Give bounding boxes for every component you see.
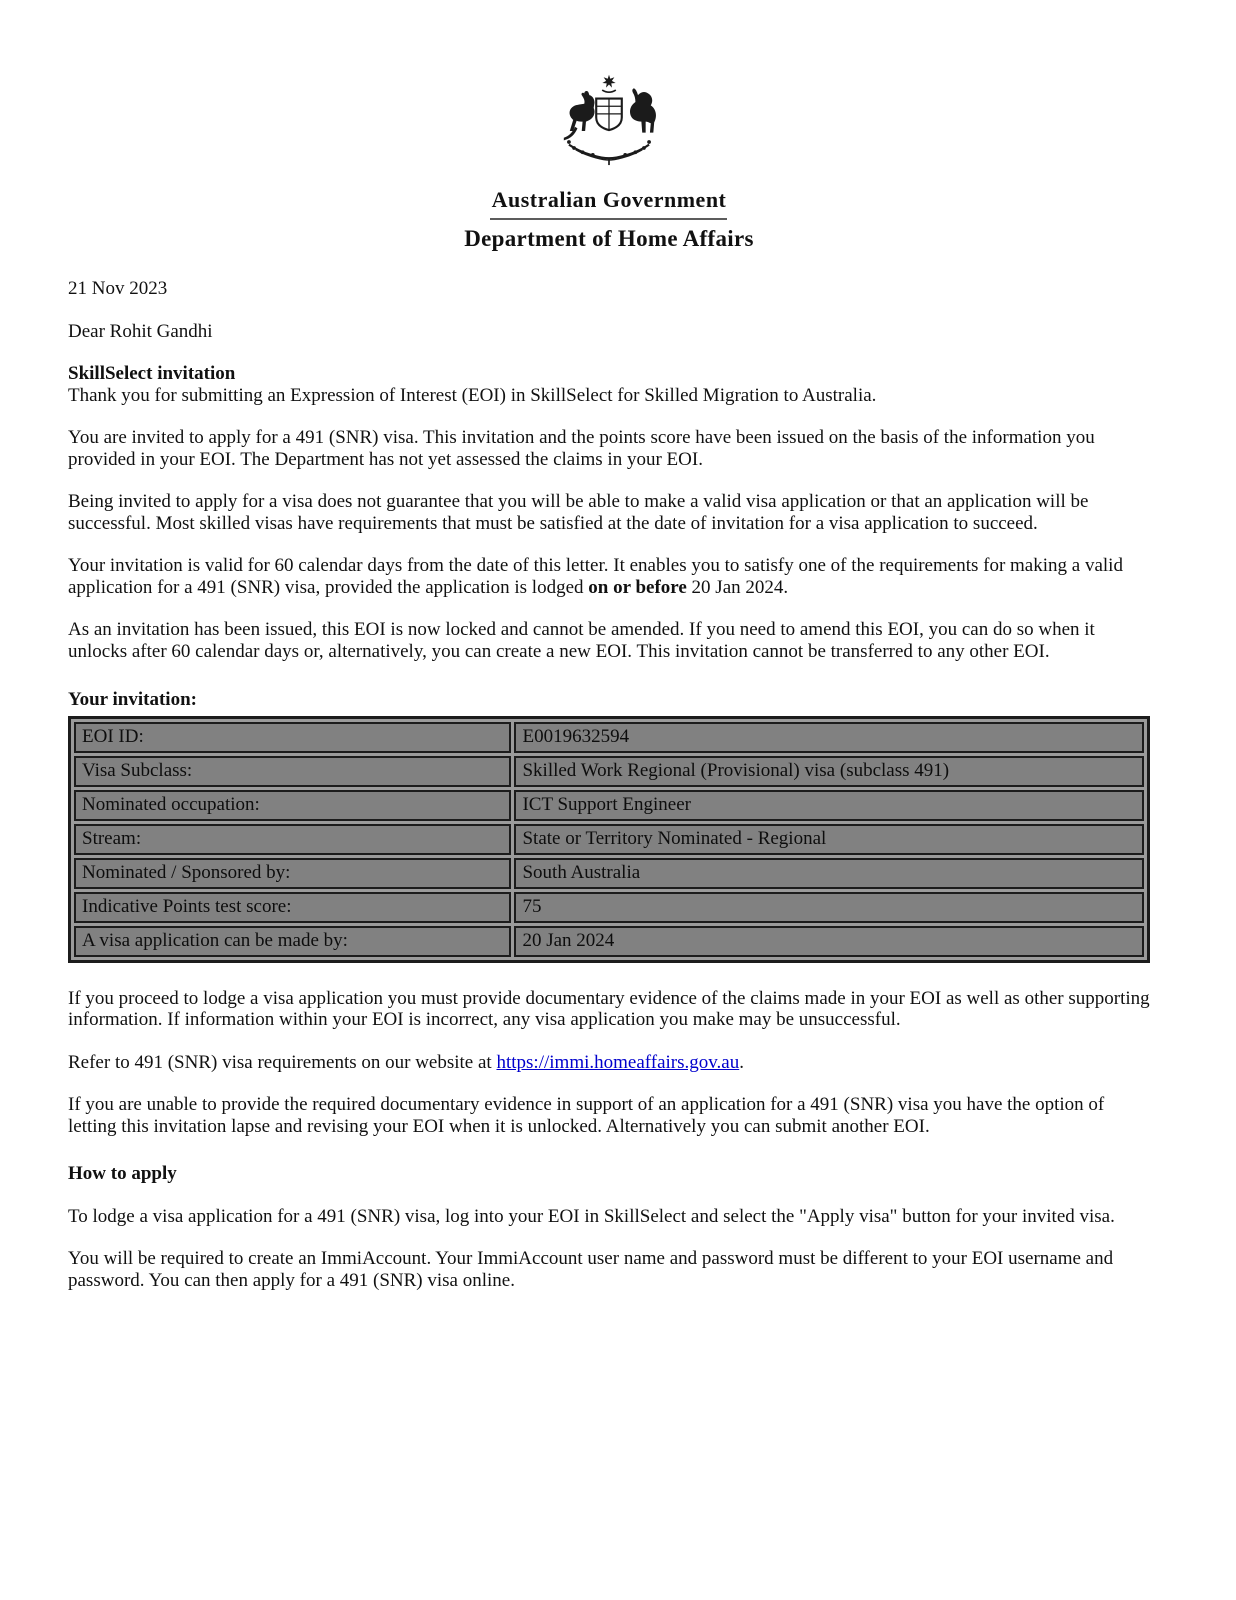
row-label: Indicative Points test score:	[74, 892, 511, 923]
paragraph-evidence: If you proceed to lodge a visa application you must provide documentary evidence of the claims made in your EOI as well as other supporting information. If information within your EOI is incorrect, any visa application you make may be unsuccessful.	[68, 987, 1150, 1030]
validity-bold-segment: on or before	[588, 576, 687, 598]
table-row	[74, 858, 1144, 889]
website-link[interactable]: https://immi.homeaffairs.gov.au	[496, 1051, 740, 1073]
letter-date: 21 Nov 2023	[68, 278, 168, 299]
row-label: Visa Subclass:	[74, 756, 511, 787]
row-label: Stream:	[74, 824, 511, 855]
letterhead-block	[464, 73, 753, 252]
refer-text-end: .	[739, 1051, 744, 1073]
invitation-heading: Your invitation:	[68, 689, 197, 710]
table-row	[74, 756, 1144, 787]
refer-text-start: Refer to 491 (SNR) visa requirements on our website at	[68, 1051, 497, 1073]
table-row	[74, 790, 1144, 821]
validity-text-end: 20 Jan 2024.	[686, 576, 789, 598]
row-value: 20 Jan 2024	[514, 926, 1144, 957]
skillselect-heading: SkillSelect invitation	[68, 363, 236, 384]
row-label: EOI ID:	[74, 722, 511, 753]
validity-text-start: Your invitation is valid for 60 calendar days from the date of this letter. It enables you to satisfy one of the requirements for making a valid application for a 491 (SNR) visa, provided the application is lodged	[68, 555, 1123, 598]
row-value: State or Territory Nominated - Regional	[514, 824, 1144, 855]
paragraph-lodge: To lodge a visa application for a 491 (SNR) visa, log into your EOI in SkillSelect and select the "Apply visa" button for your invited visa.	[68, 1205, 1115, 1227]
invitation-table	[68, 716, 1150, 963]
paragraph-immiaccount: You will be required to create an ImmiAccount. Your ImmiAccount user name and password must be different to your EOI username and password. You can then apply for a 491 (SNR) visa online.	[68, 1248, 1114, 1291]
australian-coat-of-arms-icon	[545, 73, 673, 182]
row-value: ICT Support Engineer	[514, 790, 1144, 821]
row-label: A visa application can be made by:	[74, 926, 511, 957]
table-row	[74, 892, 1144, 923]
paragraph-unable: If you are unable to provide the required documentary evidence in support of an application for a 491 (SNR) visa you have the option of letting this invitation lapse and revising your EOI when it is unlocked. Alternatively you can submit another EOI.	[68, 1094, 1105, 1137]
table-row	[74, 926, 1144, 957]
row-value: South Australia	[514, 858, 1144, 889]
row-label: Nominated / Sponsored by:	[74, 858, 511, 889]
paragraph-locked: As an invitation has been issued, this EOI is now locked and cannot be amended. If you need to amend this EOI, you can do so when it unlocks after 60 calendar days or, alternatively, you can create a new EOI. This invitation cannot be transferred to any other EOI.	[68, 619, 1095, 662]
department-name: Department of Home Affairs	[464, 226, 754, 251]
government-name: Australian Government	[491, 187, 727, 212]
row-value: Skilled Work Regional (Provisional) visa (subclass 491)	[514, 756, 1144, 787]
row-value: E0019632594	[514, 722, 1144, 753]
paragraph-validity	[68, 555, 1150, 598]
salutation: Dear Rohit Gandhi	[68, 320, 213, 342]
paragraph-refer	[68, 1052, 1150, 1074]
table-row	[74, 722, 1144, 753]
paragraph-invited: You are invited to apply for a 491 (SNR) visa. This invitation and the points score have been issued on the basis of the information you provided in your EOI. The Department has not yet assessed the claims in your EOI.	[68, 427, 1095, 470]
letterhead-divider	[490, 218, 727, 220]
row-value: 75	[514, 892, 1144, 923]
paragraph-guarantee: Being invited to apply for a visa does not guarantee that you will be able to make a valid visa application or that an application will be successful. Most skilled visas have requirements that must be satisfied at the date of invitation for a visa application to succeed.	[68, 491, 1089, 534]
how-to-apply-heading: How to apply	[68, 1163, 177, 1184]
intro-paragraph: Thank you for submitting an Expression of Interest (EOI) in SkillSelect for Skilled Migration to Australia.	[68, 384, 877, 406]
table-row	[74, 824, 1144, 855]
intro-section	[68, 363, 1150, 406]
row-label: Nominated occupation:	[74, 790, 511, 821]
letterhead	[68, 73, 1150, 252]
